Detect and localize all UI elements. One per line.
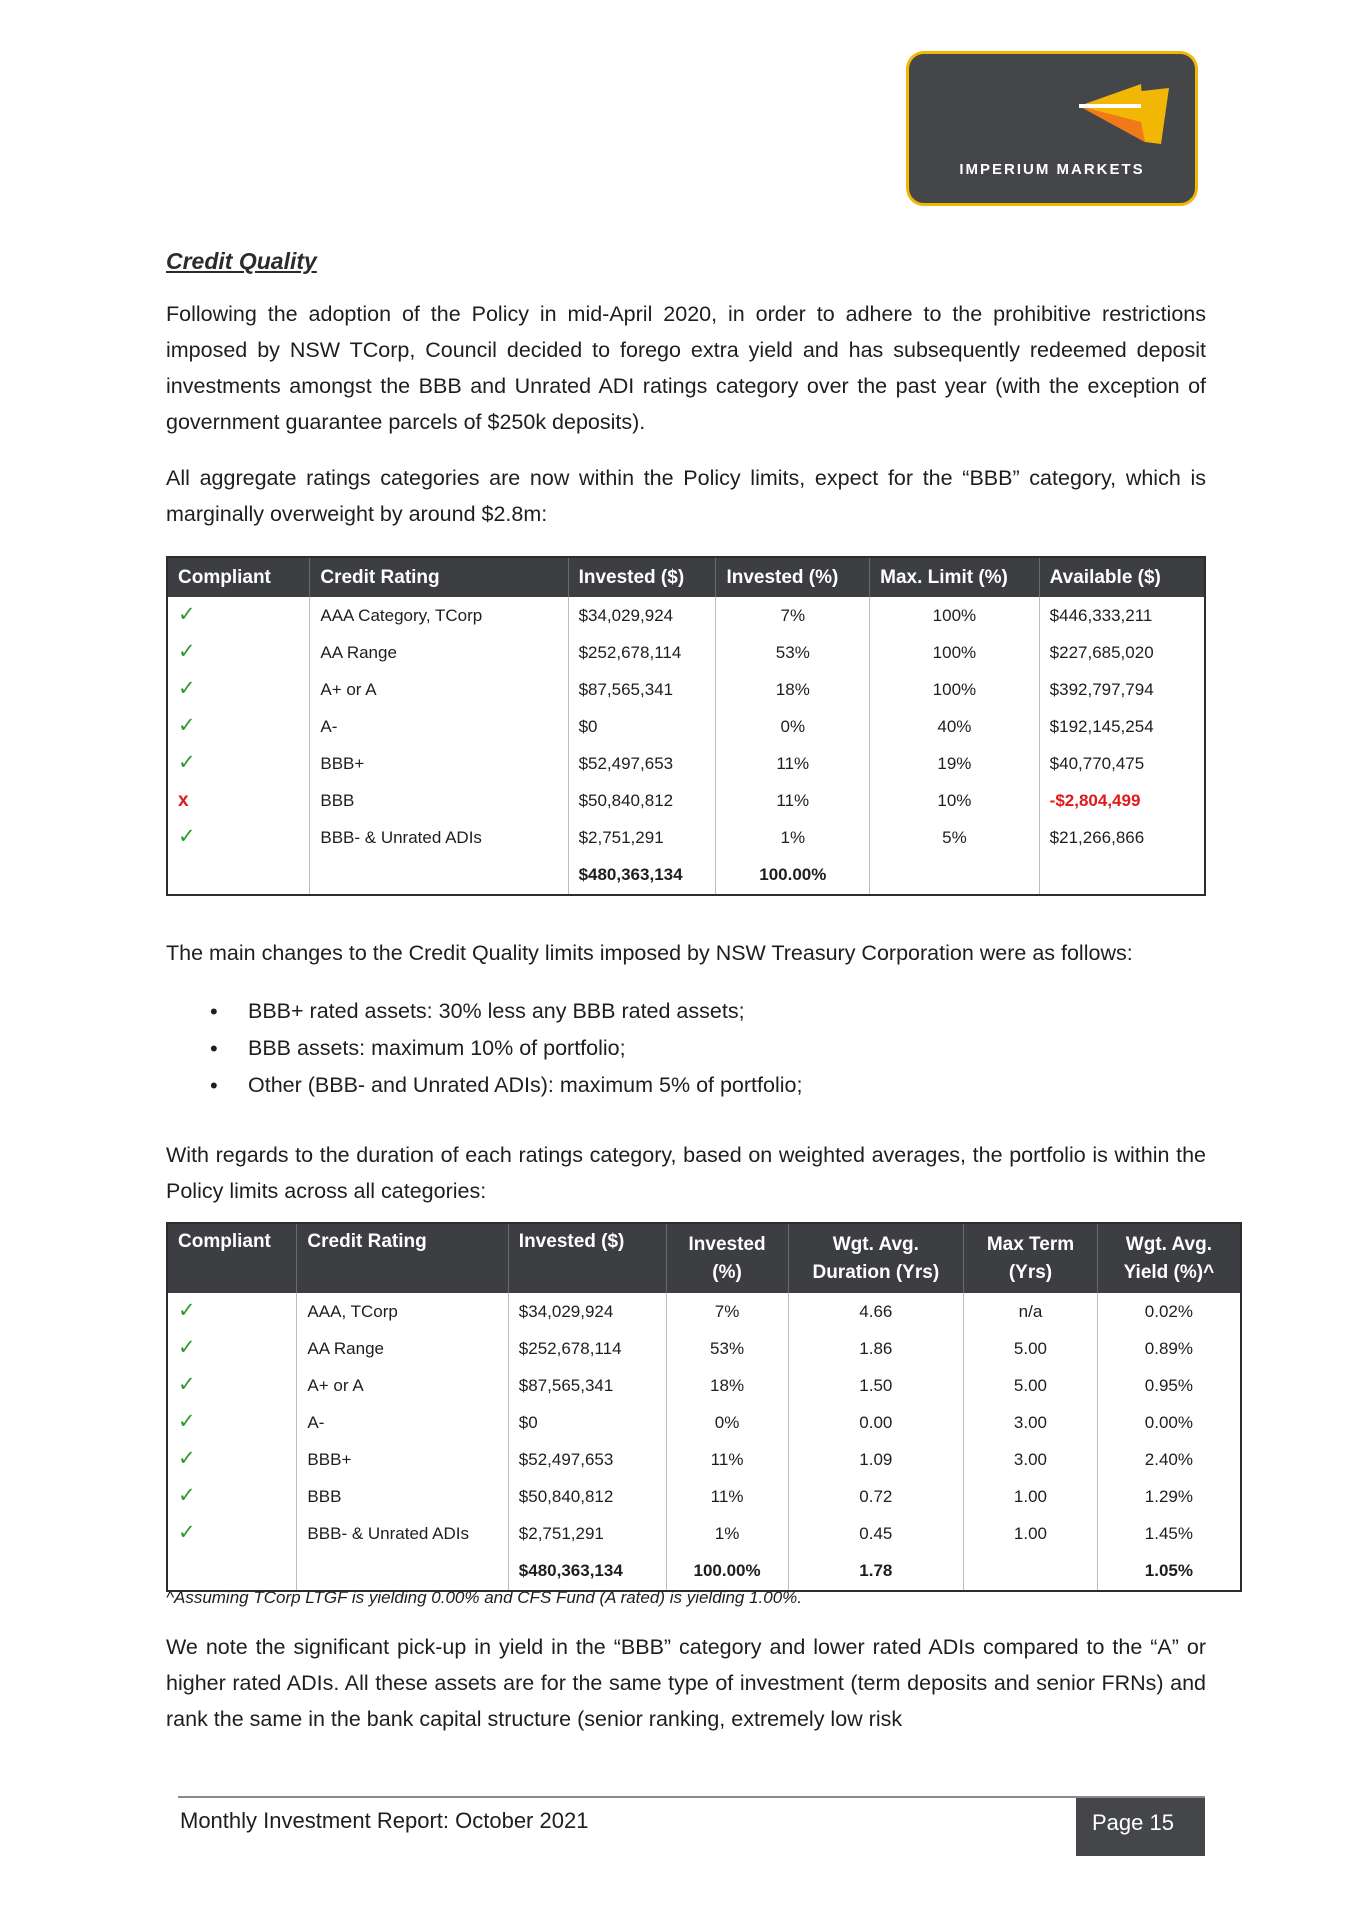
intro-paragraph: Following the adoption of the Policy in mid-April 2020, in order to adhere to the prohibitive restrictions imposed by NSW TCorp, Council decided to forego extra yield and has subsequently redeemed deposit investments amongst the BBB and Unrated ADI ratings category over the past year (with the exception of government guarantee parcels of $250k deposits).	[166, 302, 1206, 434]
list-item: • BBB+ rated assets: 30% less any BBB rated assets;	[166, 993, 802, 1030]
cell-duration: 0.00	[788, 1404, 964, 1441]
cell-pct: 11%	[716, 745, 870, 782]
cell-invested: $34,029,924	[508, 1293, 666, 1330]
cell-yield: 0.89%	[1144, 1338, 1193, 1358]
duration-paragraph: With regards to the duration of each ratings category, based on weighted averages, the portfolio is within the Policy limits across all categories:	[166, 1143, 1206, 1203]
cell-rating: BBB+	[297, 1441, 508, 1478]
cell-duration: 4.66	[788, 1293, 964, 1330]
cell-pct: 11%	[666, 1441, 788, 1478]
cell-pct: 11%	[716, 782, 870, 819]
cell-rating: A-	[310, 708, 568, 745]
cell-term: 3.00	[964, 1404, 1098, 1441]
check-icon: ✓	[178, 1447, 196, 1470]
col-invested-dollars: Invested ($)	[568, 557, 716, 597]
col-credit-rating: Credit Rating	[310, 557, 568, 597]
cell-pct: 53%	[666, 1330, 788, 1367]
changes-paragraph: The main changes to the Credit Quality limits imposed by NSW Treasury Corporation were as follows:	[166, 941, 1133, 965]
check-icon: ✓	[178, 677, 196, 700]
cell-yield: 0.95%	[1144, 1375, 1193, 1395]
total-pct: 100.00%	[666, 1552, 788, 1591]
duration-yield-table	[166, 1222, 1242, 1592]
cell-limit: 5%	[870, 819, 1040, 856]
cell-yield: 1.29%	[1144, 1486, 1193, 1506]
col-compliant: Compliant	[167, 557, 310, 597]
cell-available: $227,685,020	[1049, 642, 1154, 662]
col-credit-rating: Credit Rating	[297, 1223, 508, 1293]
cell-rating: BBB- & Unrated ADIs	[310, 819, 568, 856]
check-icon: ✓	[178, 751, 196, 774]
cell-rating: BBB	[310, 782, 568, 819]
list-item: • Other (BBB- and Unrated ADIs): maximum 5% of portfolio;	[166, 1067, 802, 1104]
cell-duration: 0.45	[788, 1515, 964, 1552]
cell-yield: 1.45%	[1144, 1523, 1193, 1543]
total-invested: $480,363,134	[508, 1552, 666, 1591]
page-number: Page 15	[1076, 1798, 1205, 1856]
check-icon: ✓	[178, 1336, 196, 1359]
table-row	[167, 1478, 1241, 1515]
cell-pct: 1%	[716, 819, 870, 856]
cell-yield: 0.02%	[1144, 1301, 1193, 1321]
cell-invested: $50,840,812	[508, 1478, 666, 1515]
cell-invested: $0	[568, 708, 716, 745]
table-row	[167, 634, 1205, 671]
col-max-limit: Max. Limit (%)	[870, 557, 1040, 597]
cell-pct: 18%	[716, 671, 870, 708]
cell-invested: $2,751,291	[508, 1515, 666, 1552]
footer-divider	[178, 1796, 1205, 1798]
cell-invested: $0	[508, 1404, 666, 1441]
table-row	[167, 1367, 1241, 1404]
cell-duration: 1.09	[788, 1441, 964, 1478]
cell-available: $21,266,866	[1049, 827, 1145, 847]
cell-invested: $50,840,812	[568, 782, 716, 819]
cell-invested: $34,029,924	[568, 597, 716, 634]
check-icon: ✓	[178, 640, 196, 663]
total-yield: 1.05%	[1144, 1561, 1193, 1580]
check-icon: ✓	[178, 825, 196, 848]
table-row	[167, 1330, 1241, 1367]
table-row	[167, 671, 1205, 708]
cell-pct: 53%	[716, 634, 870, 671]
cross-icon: x	[178, 789, 189, 811]
cell-available: $40,770,475	[1049, 753, 1145, 773]
total-invested: $480,363,134	[568, 856, 716, 895]
table-header-row	[167, 1223, 1241, 1293]
cell-duration: 1.50	[788, 1367, 964, 1404]
cell-rating: AA Range	[310, 634, 568, 671]
credit-rating-limits-table	[166, 556, 1206, 896]
limits-bullet-list	[166, 993, 802, 1104]
table-total-row	[167, 856, 1205, 895]
table-row	[167, 1404, 1241, 1441]
cell-invested: $2,751,291	[568, 819, 716, 856]
col-wgt-avg-duration: Wgt. Avg. Duration (Yrs)	[788, 1223, 964, 1293]
table-row	[167, 597, 1205, 634]
cell-term: 1.00	[964, 1478, 1098, 1515]
table-footnote: ^Assuming TCorp LTGF is yielding 0.00% and CFS Fund (A rated) is yielding 1.00%.	[166, 1588, 802, 1607]
cell-limit: 10%	[870, 782, 1040, 819]
cell-available: $446,333,211	[1049, 605, 1153, 625]
cell-term: 1.00	[964, 1515, 1098, 1552]
table-row	[167, 819, 1205, 856]
cell-rating: AAA Category, TCorp	[310, 597, 568, 634]
cell-rating: AAA, TCorp	[297, 1293, 508, 1330]
col-max-term: Max Term (Yrs)	[964, 1223, 1098, 1293]
check-icon: ✓	[178, 603, 196, 626]
table-row	[167, 1515, 1241, 1552]
cell-available-negative: -$2,804,499	[1049, 790, 1141, 810]
check-icon: ✓	[178, 1373, 196, 1396]
cell-term: 5.00	[964, 1330, 1098, 1367]
total-pct: 100.00%	[716, 856, 870, 895]
col-compliant: Compliant	[167, 1223, 297, 1293]
cell-rating: A-	[297, 1404, 508, 1441]
cell-duration: 1.86	[788, 1330, 964, 1367]
check-icon: ✓	[178, 1484, 196, 1507]
cell-duration: 0.72	[788, 1478, 964, 1515]
cell-pct: 7%	[666, 1293, 788, 1330]
check-icon: ✓	[178, 1521, 196, 1544]
cell-available: $392,797,794	[1049, 679, 1154, 699]
cell-term: 5.00	[964, 1367, 1098, 1404]
table-row	[167, 1293, 1241, 1330]
cell-yield: 0.00%	[1144, 1412, 1193, 1432]
cell-rating: AA Range	[297, 1330, 508, 1367]
cell-term: n/a	[964, 1293, 1098, 1330]
cell-rating: A+ or A	[297, 1367, 508, 1404]
col-invested-dollars: Invested ($)	[508, 1223, 666, 1293]
cell-rating: BBB+	[310, 745, 568, 782]
col-invested-pct: Invested (%)	[666, 1223, 788, 1293]
cell-pct: 1%	[666, 1515, 788, 1552]
col-invested-pct: Invested (%)	[716, 557, 870, 597]
cell-invested: $52,497,653	[508, 1441, 666, 1478]
imperium-flag-icon	[1049, 84, 1169, 164]
col-available: Available ($)	[1039, 557, 1205, 597]
cell-limit: 40%	[870, 708, 1040, 745]
cell-pct: 0%	[666, 1404, 788, 1441]
cell-invested: $252,678,114	[568, 634, 716, 671]
table-row	[167, 708, 1205, 745]
col-wgt-avg-yield: Wgt. Avg. Yield (%)^	[1097, 1223, 1241, 1293]
table-row	[167, 745, 1205, 782]
table-header-row	[167, 557, 1205, 597]
yield-note-paragraph: We note the significant pick-up in yield in the “BBB” category and lower rated ADIs compared to the “A” or higher rated ADIs. All these assets are for the same type of investment (term deposits and senior FRNs) and rank the same in the bank capital structure (senior ranking, extremely low risk	[166, 1635, 1206, 1731]
footer-report-title: Monthly Investment Report: October 2021	[180, 1808, 589, 1833]
imperium-markets-logo	[906, 51, 1198, 206]
logo-brand-text: IMPERIUM MARKETS	[959, 161, 1145, 178]
cell-available: $192,145,254	[1049, 716, 1154, 736]
cell-limit: 100%	[870, 671, 1040, 708]
cell-yield: 2.40%	[1144, 1449, 1193, 1469]
cell-invested: $52,497,653	[568, 745, 716, 782]
cell-limit: 19%	[870, 745, 1040, 782]
section-heading: Credit Quality	[166, 248, 317, 274]
cell-rating: A+ or A	[310, 671, 568, 708]
total-duration: 1.78	[788, 1552, 964, 1591]
table-row	[167, 782, 1205, 819]
ratings-summary-paragraph: All aggregate ratings categories are now within the Policy limits, expect for the “BBB” category, which is marginally overweight by around $2.8m:	[166, 466, 1206, 526]
cell-term: 3.00	[964, 1441, 1098, 1478]
check-icon: ✓	[178, 1410, 196, 1433]
cell-pct: 7%	[716, 597, 870, 634]
table-row	[167, 1441, 1241, 1478]
check-icon: ✓	[178, 1299, 196, 1322]
list-item: • BBB assets: maximum 10% of portfolio;	[166, 1030, 802, 1067]
cell-limit: 100%	[870, 634, 1040, 671]
table-total-row	[167, 1552, 1241, 1591]
cell-invested: $87,565,341	[508, 1367, 666, 1404]
cell-limit: 100%	[870, 597, 1040, 634]
cell-invested: $252,678,114	[508, 1330, 666, 1367]
cell-rating: BBB- & Unrated ADIs	[297, 1515, 508, 1552]
check-icon: ✓	[178, 714, 196, 737]
cell-pct: 0%	[716, 708, 870, 745]
cell-pct: 11%	[666, 1478, 788, 1515]
cell-invested: $87,565,341	[568, 671, 716, 708]
cell-rating: BBB	[297, 1478, 508, 1515]
cell-pct: 18%	[666, 1367, 788, 1404]
